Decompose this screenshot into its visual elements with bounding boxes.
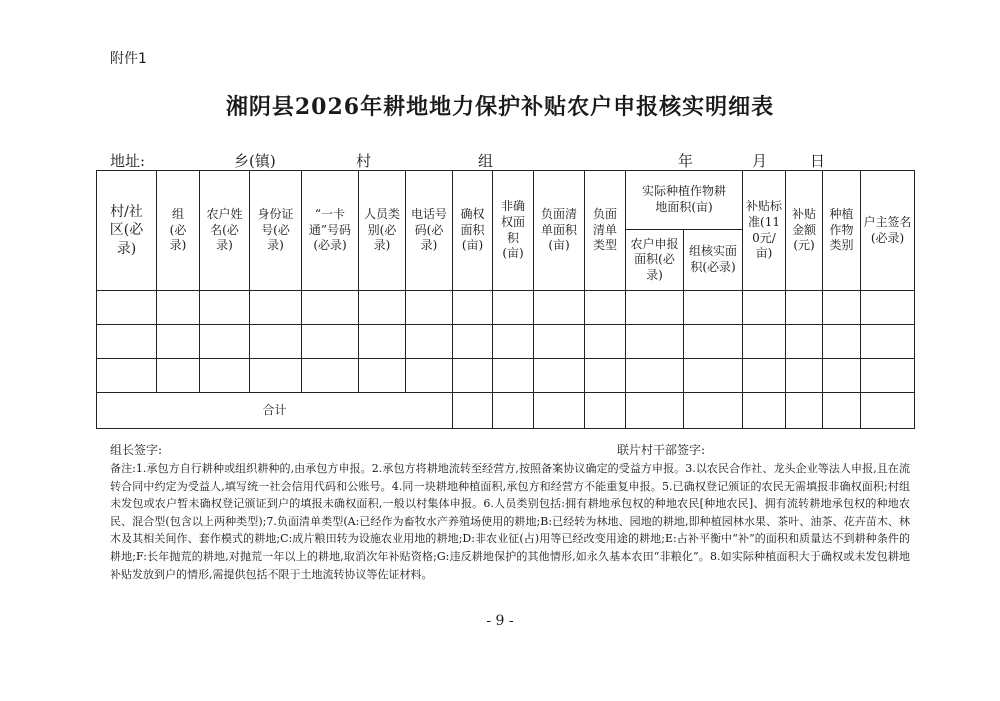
col-name: 农户姓名(必录)	[206, 207, 243, 253]
day-label: 日	[810, 152, 826, 170]
col-confirmed-area: 确权面积(亩)	[460, 207, 485, 253]
page-title: 湘阴县2026年耕地地力保护补贴农户申报核实明细表	[225, 94, 775, 120]
table-row	[97, 291, 915, 325]
address-label: 地址:	[110, 152, 146, 170]
table-row	[97, 325, 915, 359]
col-nonconfirmed-area: 非确权面积(亩)	[501, 199, 526, 261]
annex-label: 附件1	[110, 51, 147, 67]
notes-paragraph: 备注:1.承包方自行耕种或组织耕种的,由承包方申报。2.承包方将耕地流转至经营方,按照备案协议确定的受益方申报。3.以农民合作社、龙头企业等法人申报,且在流转合同中约定为受益人,填写统一社会信用代码和公账号。4.同一块耕地种植面积,承包方和经营方不能重复申报。5.已确权登记颁证的农民无需填报非确权面积;村组未发包或农户暂未确权登记颁证到户的填报未确权面积,一般以村集体申报。6.人员类别包括:拥有耕地承包权的种地农民[种地农民]、拥有流转耕地承包权的种地农民、混合型(包含以上两种类型);7.负面清单类型(A:已经作为畜牧水产养殖场使用的耕地;B:已经转为林地、园地的耕地,即种植园林水果、茶叶、油茶、花卉苗木、林木及其相关间作、套作模式的耕地;C:成片粮田转为设施农业用地的耕地;D:非农业征(占)用等已经改变用途的耕地;E:占补平衡中“补”的面积和质量达不到耕种条件的耕地;F:长年抛荒的耕地,对抛荒一年以上的耕地,取消次年补贴资格;G:违反耕地保护的其他情形,如永久基本农田“非粮化”。8.如实际种植面积大于确权或未发包耕地补贴发放到户的情形,需提供包括不限于土地流转协议等佐证材料。	[110, 462, 910, 581]
col-standard: 补贴标准(110元/亩)	[746, 199, 783, 261]
header-row	[97, 171, 915, 230]
township-label: 乡(镇)	[234, 152, 276, 170]
col-village: 村/社区(必录)	[109, 204, 144, 257]
col-signature: 户主签名(必录)	[863, 214, 912, 245]
col-negative-type: 负面清单类型	[593, 207, 618, 253]
month-label: 月	[752, 152, 768, 170]
col-card: “一卡通”号码(必录)	[308, 207, 352, 253]
group-leader-signature: 组长签字:	[110, 443, 163, 457]
col-id: 身份证号(必录)	[257, 207, 294, 253]
col-verified-area: 组核实面积(必录)	[689, 244, 738, 274]
village-cadre-signature: 联片村干部签字:	[617, 443, 706, 457]
col-crop: 种植作物类别	[829, 207, 854, 253]
col-declared-area: 农户申报面积(必录)	[630, 236, 679, 282]
table-row	[97, 359, 915, 393]
page-number: - 9 -	[486, 613, 514, 629]
year-label: 年	[678, 152, 694, 170]
group-label: 组	[478, 152, 494, 170]
col-amount: 补贴金额(元)	[792, 207, 817, 253]
col-phone: 电话号码(必录)	[411, 207, 448, 253]
col-person-type: 人员类别(必录)	[364, 207, 401, 253]
address-line	[0, 150, 1000, 172]
declaration-table	[96, 170, 915, 429]
col-negative-area: 负面清单面积(亩)	[541, 207, 578, 253]
village-label: 村	[356, 152, 372, 170]
col-group: 组(必录)	[169, 207, 187, 253]
col-actual-area: 实际种植作物耕地面积(亩)	[642, 184, 727, 214]
total-row	[97, 393, 915, 429]
total-label: 合计	[97, 393, 453, 429]
